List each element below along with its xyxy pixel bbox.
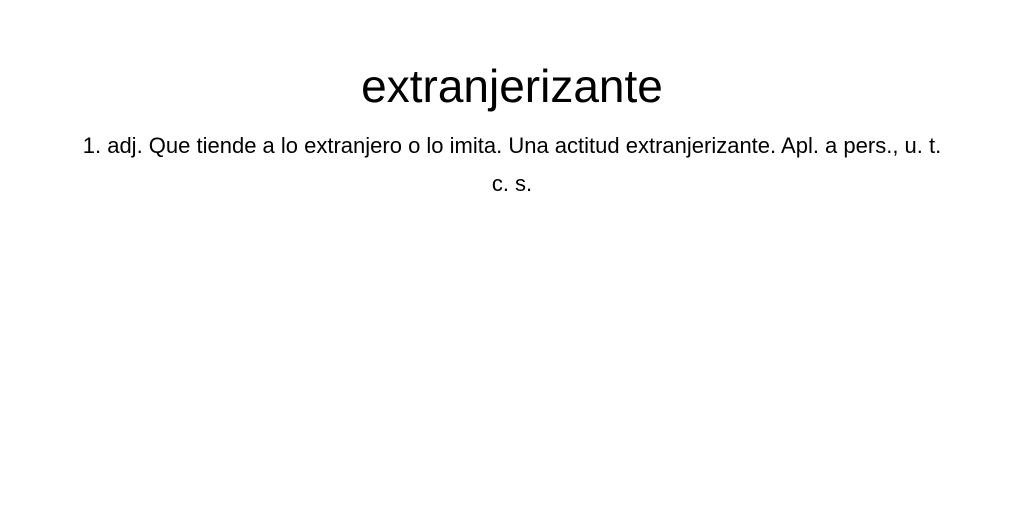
headword: extranjerizante — [361, 60, 663, 112]
definition-text: 1. adj. Que tiende a lo extranjero o lo imita. Una actitud extranjerizante. Apl. a pers., u. t. c. s. — [82, 133, 942, 196]
